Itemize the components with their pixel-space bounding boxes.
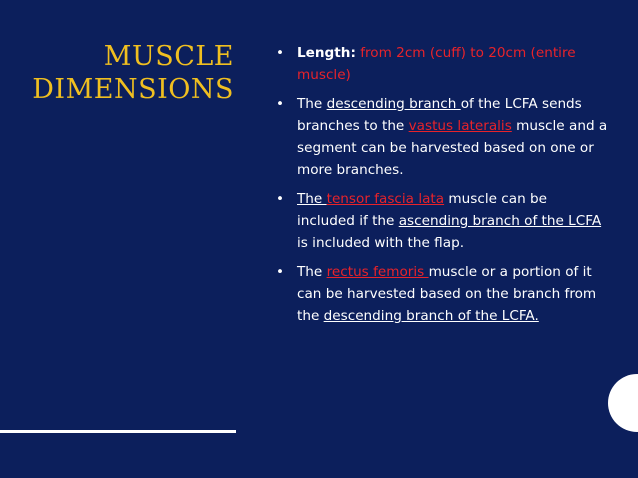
text: is included with the flap.	[297, 235, 465, 251]
title-line-2: DIMENSIONS	[32, 74, 234, 105]
link-rectus-femoris[interactable]: rectus femoris	[326, 264, 429, 280]
decorative-circle	[608, 374, 638, 432]
bullet-dot: •	[276, 96, 285, 112]
slide-title	[20, 40, 234, 106]
length-value: from 2cm (cuff) to 20cm (entire muscle)	[297, 45, 576, 83]
link-vastus-lateralis[interactable]: vastus lateralis	[408, 118, 512, 134]
link-tensor-fascia-lata[interactable]: tensor fascia lata	[326, 191, 445, 207]
text: muscle or a portion of it can be harvested based on the branch from the	[297, 264, 597, 324]
bullet-dot: •	[276, 191, 285, 207]
bullet-length	[276, 42, 608, 86]
bullet-descending-branch	[276, 93, 608, 181]
text: The	[297, 96, 327, 112]
text: muscle and a segment can be harvested based on one or more branches.	[297, 118, 608, 178]
bullet-dot: •	[276, 45, 285, 61]
bullet-dot: •	[276, 264, 285, 280]
link-descending-branch[interactable]: descending branch	[326, 96, 461, 112]
text: The	[297, 264, 327, 280]
divider-line	[0, 430, 236, 433]
text: muscle can be included if the	[297, 191, 548, 229]
link-ascending-branch[interactable]: ascending branch of the LCFA	[398, 213, 602, 229]
text: of the LCFA sends branches to the	[297, 96, 582, 134]
bullet-rectus-femoris	[276, 261, 608, 327]
bullet-tensor-fascia-lata	[276, 188, 608, 254]
title-line-1: MUSCLE	[103, 41, 234, 72]
length-label: Length:	[297, 45, 356, 61]
link-descending-branch-lcfa[interactable]: descending branch of the LCFA.	[323, 308, 539, 324]
link-the[interactable]: The	[297, 191, 327, 207]
bullet-list	[276, 42, 608, 334]
